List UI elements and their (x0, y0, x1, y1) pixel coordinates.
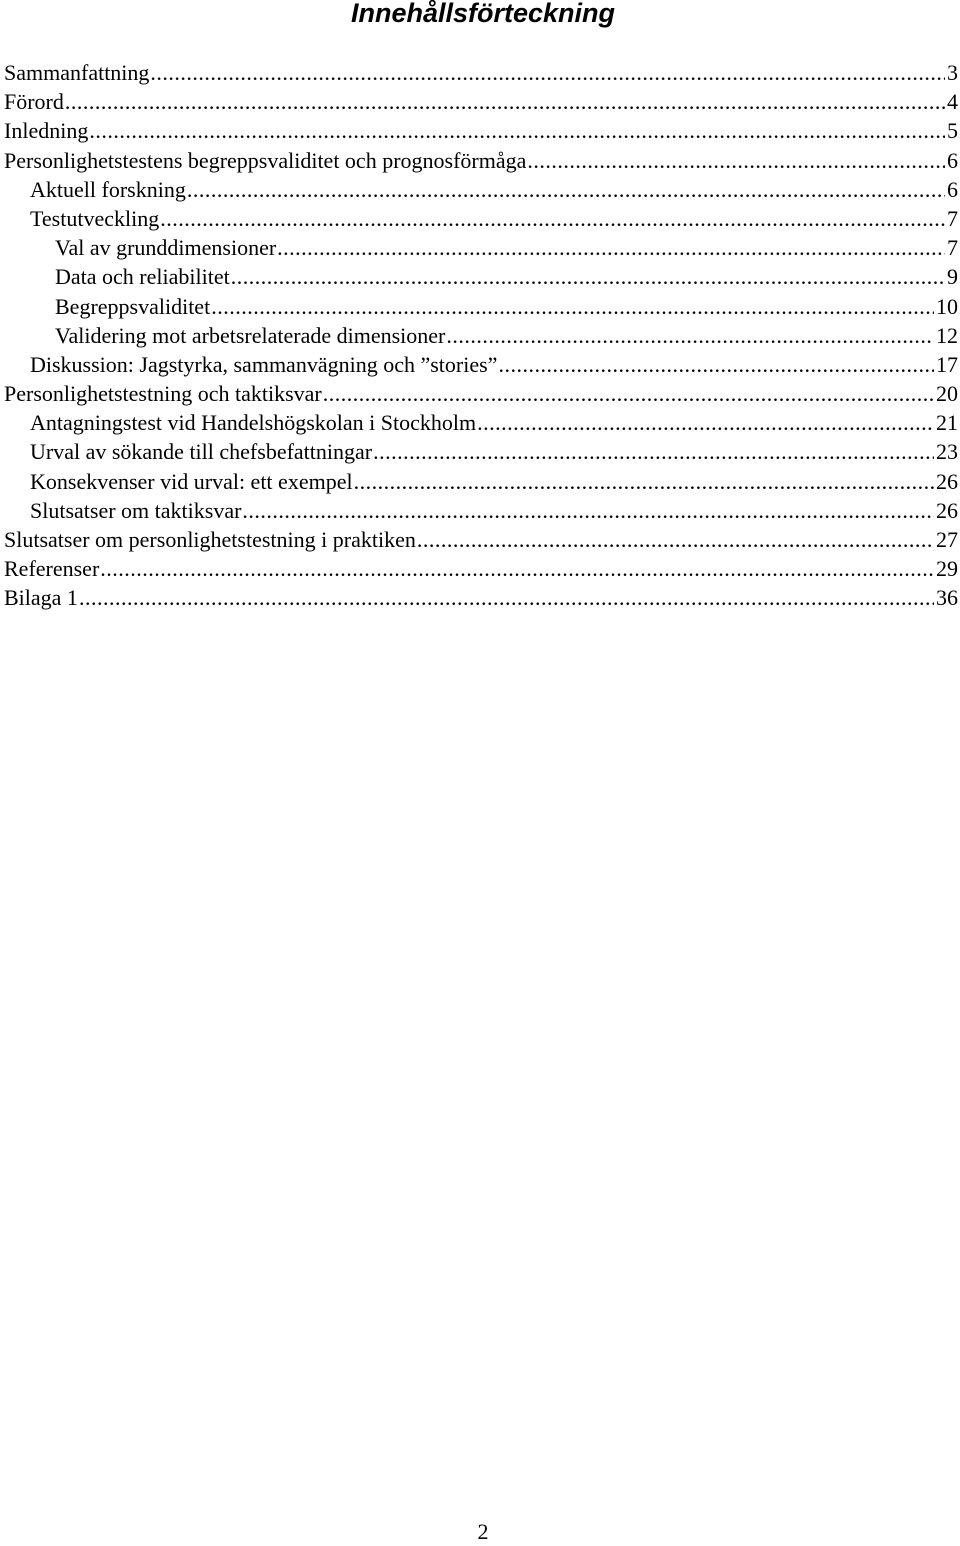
toc-entry-label: Slutsatser om personlighetstestning i praktiken (4, 527, 416, 552)
toc-entry-page: 9 (947, 264, 958, 290)
toc-dot-leader (242, 496, 934, 525)
toc-entry-label: Validering mot arbetsrelaterade dimensioner (55, 322, 446, 348)
toc-dot-leader (477, 408, 934, 437)
toc-entry-page: 12 (936, 322, 958, 348)
toc-dot-leader (211, 292, 934, 321)
toc-entry-page: 36 (936, 585, 958, 611)
toc-entry-page: 26 (936, 468, 958, 494)
toc-entry-page: 17 (936, 351, 958, 377)
toc-entry[interactable] (4, 437, 958, 466)
toc-entry-page: 7 (947, 205, 958, 231)
toc-entry[interactable] (4, 87, 958, 116)
toc-entry[interactable] (4, 408, 958, 437)
toc-dot-leader (277, 233, 945, 262)
toc-entry[interactable] (4, 379, 958, 408)
toc-entry-label: Slutsatser om taktiksvar (30, 497, 242, 523)
page-title: Innehållsförteckning (350, 0, 616, 28)
toc-entry-label: Data och reliabilitet (55, 264, 230, 290)
toc-entry[interactable] (4, 233, 958, 262)
toc-entry[interactable] (4, 292, 958, 321)
toc-dot-leader (65, 87, 945, 116)
toc-entry-label: Bilaga 1 (4, 585, 78, 611)
toc-dot-leader (231, 262, 945, 291)
toc-entry-label: Val av grunddimensioner (55, 235, 277, 261)
toc-entry-page: 26 (936, 497, 958, 523)
toc-dot-leader (498, 350, 934, 379)
toc-entry[interactable] (4, 467, 958, 496)
toc-entry-label: Testutveckling (30, 205, 160, 231)
toc-entry-label: Diskussion: Jagstyrka, sammanvägning och ”stories” (30, 351, 498, 377)
toc-entry-page: 7 (947, 235, 958, 261)
toc-entry[interactable] (4, 554, 958, 583)
toc-entry-label: Referenser (4, 556, 100, 582)
toc-entry[interactable] (4, 116, 958, 145)
toc-entry[interactable] (4, 204, 958, 233)
toc-entry[interactable] (4, 321, 958, 350)
toc-dot-leader (446, 321, 934, 350)
toc-entry-page: 29 (936, 556, 958, 582)
toc-dot-leader (323, 379, 934, 408)
toc-entry-page: 5 (947, 118, 958, 144)
toc-entry[interactable] (4, 350, 958, 379)
toc-dot-leader (79, 583, 934, 612)
toc-entry-page: 23 (936, 439, 958, 465)
toc-dot-leader (417, 525, 934, 554)
toc-entry[interactable] (4, 583, 958, 612)
toc-entry[interactable] (4, 262, 958, 291)
toc-entry-label: Aktuell forskning (30, 176, 186, 202)
toc-entry-label: Sammanfattning (4, 60, 150, 85)
toc-entry-label: Inledning (4, 118, 89, 144)
toc-dot-leader (100, 554, 934, 583)
toc-entry[interactable] (4, 58, 958, 87)
toc-dot-leader (187, 175, 945, 204)
toc-entry-page: 20 (936, 381, 958, 407)
toc-dot-leader (527, 146, 945, 175)
toc-entry-page: 6 (947, 176, 958, 202)
toc-entry-page: 27 (936, 527, 958, 552)
toc-entry-page: 21 (936, 410, 958, 436)
toc-dot-leader (89, 116, 945, 145)
toc-entry-label: Antagningstest vid Handelshögskolan i Stockholm (30, 410, 477, 436)
toc-entry-label: Förord (4, 89, 64, 115)
toc-entry-page: 6 (947, 147, 958, 173)
toc-entry[interactable] (4, 496, 958, 525)
toc-entry-page: 4 (947, 89, 958, 115)
toc-dot-leader (354, 467, 934, 496)
toc-dot-leader (150, 58, 945, 87)
toc-dot-leader (373, 437, 934, 466)
toc-entry-label: Urval av sökande till chefsbefattningar (30, 439, 373, 465)
toc-dot-leader (160, 204, 945, 233)
toc-entry-label: Konsekvenser vid urval: ett exempel (30, 468, 353, 494)
table-of-contents (4, 58, 958, 613)
toc-entry-page: 3 (947, 60, 958, 85)
toc-entry-page: 10 (936, 293, 958, 319)
toc-entry-label: Personlighetstestning och taktiksvar (4, 381, 322, 407)
toc-entry[interactable] (4, 525, 958, 554)
toc-entry[interactable] (4, 175, 958, 204)
page-number: 2 (477, 1519, 489, 1544)
toc-entry-label: Begreppsvaliditet (55, 293, 211, 319)
toc-entry-label: Personlighetstestens begreppsvaliditet och prognosförmåga (4, 147, 527, 173)
toc-entry[interactable] (4, 146, 958, 175)
